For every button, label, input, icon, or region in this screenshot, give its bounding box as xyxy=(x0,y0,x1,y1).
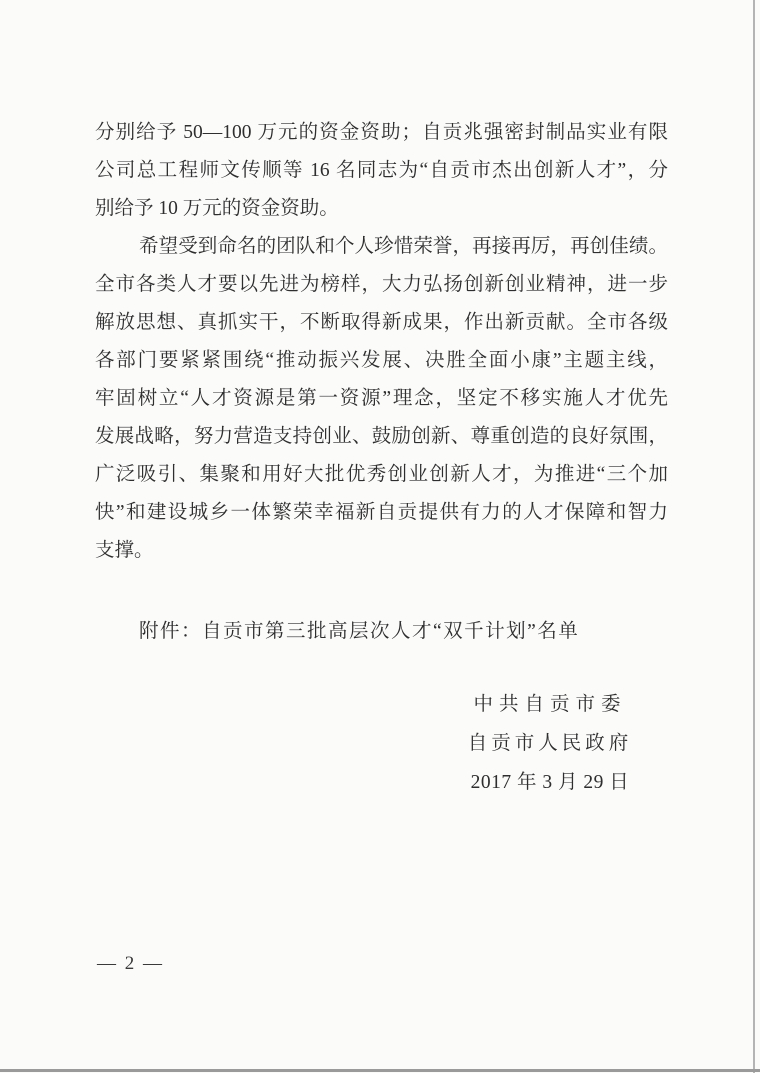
text-line: 广泛吸引、集聚和用好大批优秀创业创新人才，为推进“三个加 xyxy=(95,464,668,485)
text-line: 全市各类人才要以先进为榜样，大力弘扬创新创业精神，进一步 xyxy=(95,274,668,295)
paragraph-hope xyxy=(95,228,668,570)
text-line: 希望受到命名的团队和个人珍惜荣誉，再接再厉，再创佳绩。 xyxy=(139,236,668,257)
text-line: 各部门要紧紧围绕“推动振兴发展、决胜全面小康”主题主线， xyxy=(95,350,668,371)
text-line: 牢固树立“人才资源是第一资源”理念，坚定不移实施人才优先 xyxy=(95,388,668,409)
text-line: 支撑。 xyxy=(95,540,154,561)
attachment-line: 附件：自贡市第三批高层次人才“双千计划”名单 xyxy=(139,621,580,642)
text-line: 分别给予 50—100 万元的资金资助；自贡兆强密封制品实业有限 xyxy=(95,122,668,143)
text-line: 解放思想、真抓实干，不断取得新成果，作出新贡献。全市各级 xyxy=(95,312,668,333)
signature-org-government: 自贡市人民政府 xyxy=(467,733,633,754)
signature-block xyxy=(410,685,690,802)
scan-edge-line-right xyxy=(753,0,755,1073)
page-number: — 2 — xyxy=(97,953,164,974)
scan-edge-line-bottom xyxy=(0,1069,760,1072)
signature-org-party-committee: 中共自贡市委 xyxy=(473,694,627,715)
text-line: 公司总工程师文传顺等 16 名同志为“自贡市杰出创新人才”，分 xyxy=(95,160,668,181)
document-body xyxy=(95,114,668,802)
signature-date: 2017 年 3 月 29 日 xyxy=(470,772,630,793)
text-line: 发展战略，努力营造支持创业、鼓励创新、尊重创造的良好氛围， xyxy=(95,426,668,447)
text-line: 快”和建设城乡一体繁荣幸福新自贡提供有力的人才保障和智力 xyxy=(95,502,668,523)
text-line: 别给予 10 万元的资金资助。 xyxy=(95,198,339,219)
paragraph-continuation xyxy=(95,114,668,228)
